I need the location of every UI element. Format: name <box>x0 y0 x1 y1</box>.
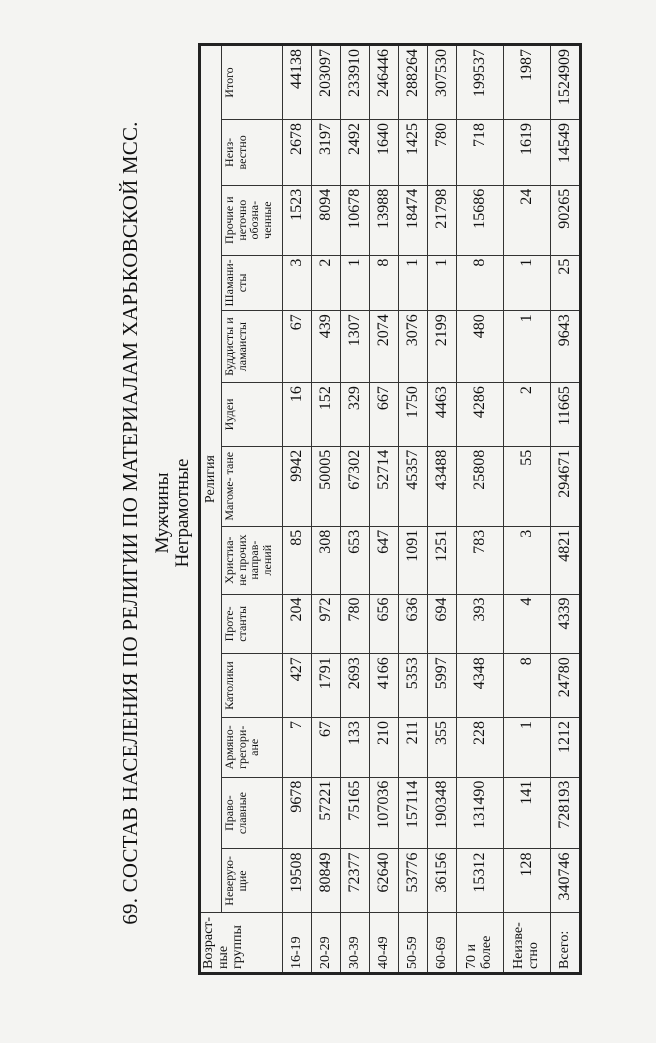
cell: 8 <box>504 654 551 718</box>
cell: 16 <box>283 383 312 447</box>
cell: 653 <box>341 526 370 594</box>
cell: 25808 <box>457 446 504 526</box>
cell: 1091 <box>399 526 428 594</box>
cell: 2678 <box>283 120 312 186</box>
cell: 1 <box>504 717 551 777</box>
table-row <box>399 45 428 974</box>
cell: 1619 <box>504 120 551 186</box>
cell: 439 <box>312 311 341 383</box>
cell: 1 <box>399 255 428 311</box>
cell: 1640 <box>370 120 399 186</box>
header-shamanists: Шамани- сты <box>222 255 283 311</box>
cell: 72377 <box>341 849 370 913</box>
header-unknown: Неиз- вестно <box>222 120 283 186</box>
cell: 329 <box>341 383 370 447</box>
subtitle-illiterate: Неграмотные <box>172 458 193 568</box>
cell: 131490 <box>457 777 504 849</box>
cell: 1 <box>341 255 370 311</box>
cell: 9678 <box>283 777 312 849</box>
cell: 190348 <box>428 777 457 849</box>
cell: 44138 <box>283 45 312 120</box>
cell: 1791 <box>312 654 341 718</box>
cell: 18474 <box>399 185 428 255</box>
cell: 133 <box>341 717 370 777</box>
cell: 7 <box>283 717 312 777</box>
cell: 85 <box>283 526 312 594</box>
cell: 57221 <box>312 777 341 849</box>
row-label: Неизве- стно <box>504 913 551 974</box>
cell: 8 <box>457 255 504 311</box>
cell: 43488 <box>428 446 457 526</box>
cell: 210 <box>370 717 399 777</box>
table-row <box>428 45 457 974</box>
cell: 15312 <box>457 849 504 913</box>
cell: 355 <box>428 717 457 777</box>
cell: 55 <box>504 446 551 526</box>
cell: 67 <box>312 717 341 777</box>
cell: 45357 <box>399 446 428 526</box>
header-orthodox: Право- славные <box>222 777 283 849</box>
religion-table <box>198 43 582 975</box>
cell: 90265 <box>551 185 581 255</box>
cell: 4339 <box>551 594 581 654</box>
cell: 2492 <box>341 120 370 186</box>
cell: 718 <box>457 120 504 186</box>
cell: 4166 <box>370 654 399 718</box>
cell: 24780 <box>551 654 581 718</box>
cell: 53776 <box>399 849 428 913</box>
header-religion: Религия <box>200 45 222 913</box>
cell: 1 <box>428 255 457 311</box>
row-label: 16-19 <box>283 913 312 974</box>
cell: 24 <box>504 185 551 255</box>
cell: 67302 <box>341 446 370 526</box>
table-row <box>312 45 341 974</box>
row-label: 40-49 <box>370 913 399 974</box>
cell: 3076 <box>399 311 428 383</box>
cell: 75165 <box>341 777 370 849</box>
cell: 728193 <box>551 777 581 849</box>
cell: 4286 <box>457 383 504 447</box>
header-buddhists: Буддисты и ламаисты <box>222 311 283 383</box>
header-other-christians: Христиа- не прочих направ- лений <box>222 526 283 594</box>
cell: 1251 <box>428 526 457 594</box>
cell: 1212 <box>551 717 581 777</box>
cell: 972 <box>312 594 341 654</box>
header-protestants: Проте- станты <box>222 594 283 654</box>
cell: 211 <box>399 717 428 777</box>
cell: 13988 <box>370 185 399 255</box>
cell: 4348 <box>457 654 504 718</box>
cell: 288264 <box>399 45 428 120</box>
cell: 204 <box>283 594 312 654</box>
cell: 2 <box>312 255 341 311</box>
row-label: Всего: <box>551 913 581 974</box>
cell: 19508 <box>283 849 312 913</box>
cell: 1425 <box>399 120 428 186</box>
cell: 1 <box>504 255 551 311</box>
table-row <box>283 45 312 974</box>
cell: 294671 <box>551 446 581 526</box>
row-label: 70 и более <box>457 913 504 974</box>
cell: 393 <box>457 594 504 654</box>
table-row <box>341 45 370 974</box>
cell: 8 <box>370 255 399 311</box>
cell: 780 <box>341 594 370 654</box>
table-row-total <box>551 45 581 974</box>
cell: 199537 <box>457 45 504 120</box>
cell: 50005 <box>312 446 341 526</box>
cell: 9643 <box>551 311 581 383</box>
header-muslims: Магоме- тане <box>222 446 283 526</box>
header-nonbelievers: Неверую- щие <box>222 849 283 913</box>
cell: 152 <box>312 383 341 447</box>
cell: 694 <box>428 594 457 654</box>
table-row <box>504 45 551 974</box>
header-jews: Иудеи <box>222 383 283 447</box>
table-row <box>457 45 504 974</box>
cell: 1524909 <box>551 45 581 120</box>
cell: 36156 <box>428 849 457 913</box>
cell: 2693 <box>341 654 370 718</box>
cell: 427 <box>283 654 312 718</box>
header-armenian-gregorian: Армяно- грегори- ане <box>222 717 283 777</box>
row-label: 60-69 <box>428 913 457 974</box>
cell: 667 <box>370 383 399 447</box>
cell: 128 <box>504 849 551 913</box>
cell: 3197 <box>312 120 341 186</box>
cell: 780 <box>428 120 457 186</box>
cell: 4463 <box>428 383 457 447</box>
cell: 10678 <box>341 185 370 255</box>
cell: 647 <box>370 526 399 594</box>
cell: 340746 <box>551 849 581 913</box>
cell: 21798 <box>428 185 457 255</box>
table-row <box>370 45 399 974</box>
cell: 11665 <box>551 383 581 447</box>
cell: 1 <box>504 311 551 383</box>
header-catholics: Католики <box>222 654 283 718</box>
cell: 233910 <box>341 45 370 120</box>
cell: 2 <box>504 383 551 447</box>
cell: 15686 <box>457 185 504 255</box>
cell: 2074 <box>370 311 399 383</box>
cell: 783 <box>457 526 504 594</box>
row-label: 30-39 <box>341 913 370 974</box>
cell: 2199 <box>428 311 457 383</box>
header-total: Итого <box>222 45 283 120</box>
cell: 228 <box>457 717 504 777</box>
cell: 62640 <box>370 849 399 913</box>
cell: 107036 <box>370 777 399 849</box>
cell: 80849 <box>312 849 341 913</box>
cell: 246446 <box>370 45 399 120</box>
header-other-unspecified: Прочие и неточно обозна- ченные <box>222 185 283 255</box>
subtitle-men: Мужчины <box>152 472 173 554</box>
row-label: 20-29 <box>312 913 341 974</box>
cell: 52714 <box>370 446 399 526</box>
cell: 25 <box>551 255 581 311</box>
cell: 141 <box>504 777 551 849</box>
cell: 307530 <box>428 45 457 120</box>
cell: 3 <box>283 255 312 311</box>
cell: 4 <box>504 594 551 654</box>
cell: 656 <box>370 594 399 654</box>
cell: 203097 <box>312 45 341 120</box>
cell: 3 <box>504 526 551 594</box>
cell: 480 <box>457 311 504 383</box>
page-title: 69. СОСТАВ НАСЕЛЕНИЯ ПО РЕЛИГИИ ПО МАТЕРИАЛАМ ХАРЬКОВСКОЙ МСС. <box>118 121 142 925</box>
cell: 157114 <box>399 777 428 849</box>
cell: 8094 <box>312 185 341 255</box>
header-age-groups: Возраст- ные группы <box>200 913 283 974</box>
cell: 14549 <box>551 120 581 186</box>
cell: 1307 <box>341 311 370 383</box>
row-label: 50-59 <box>399 913 428 974</box>
cell: 5353 <box>399 654 428 718</box>
cell: 1987 <box>504 45 551 120</box>
cell: 636 <box>399 594 428 654</box>
cell: 1523 <box>283 185 312 255</box>
cell: 67 <box>283 311 312 383</box>
cell: 4821 <box>551 526 581 594</box>
cell: 308 <box>312 526 341 594</box>
cell: 1750 <box>399 383 428 447</box>
cell: 9942 <box>283 446 312 526</box>
cell: 5997 <box>428 654 457 718</box>
